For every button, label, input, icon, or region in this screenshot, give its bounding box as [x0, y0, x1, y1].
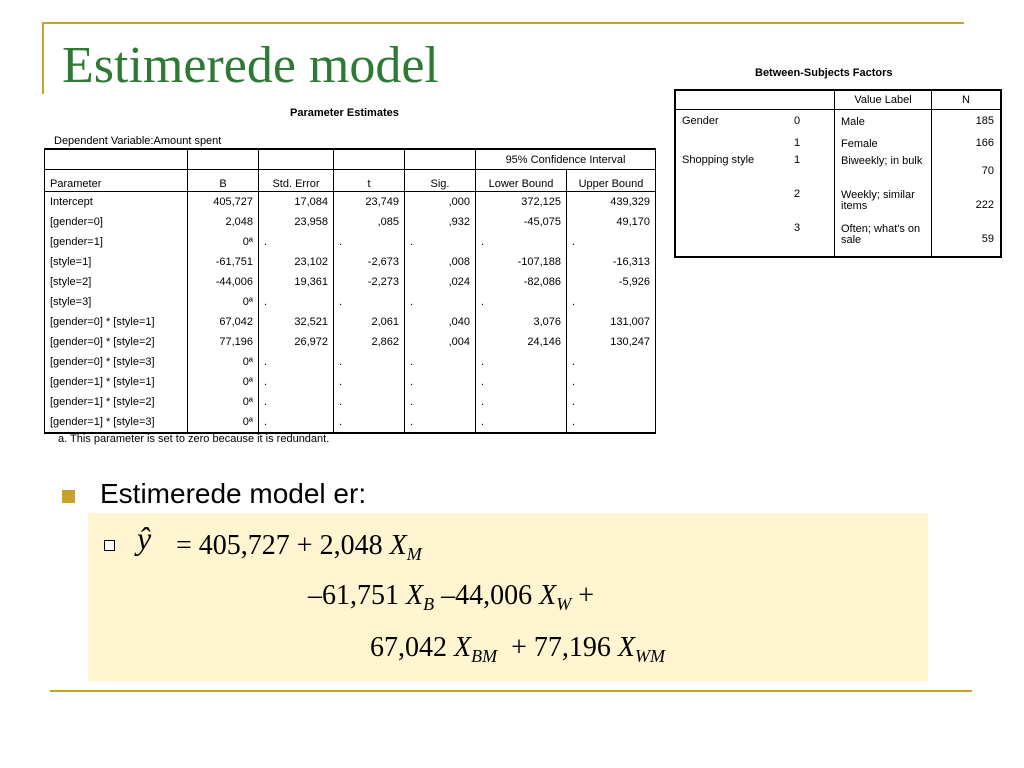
frame-left-rule	[42, 22, 44, 94]
value-cell: ,000	[405, 192, 476, 213]
value-cell: 23,102	[259, 252, 334, 272]
between-subjects-table	[674, 89, 1002, 258]
table-row	[45, 372, 656, 392]
parameter-name-cell: [gender=0] * [style=3]	[45, 352, 188, 372]
table-row	[45, 232, 656, 252]
value-cell: -61,751	[188, 252, 259, 272]
value-cell: ,932	[405, 212, 476, 232]
value-cell: .	[476, 412, 567, 433]
value-cell: .	[259, 352, 334, 372]
value-cell: 26,972	[259, 332, 334, 352]
value-cell: 2,862	[334, 332, 405, 352]
table-row	[45, 192, 656, 213]
value-cell: .	[334, 292, 405, 312]
value-cell: 24,146	[476, 332, 567, 352]
value-cell: 405,727	[188, 192, 259, 213]
value-cell: 49,170	[567, 212, 656, 232]
table-row	[675, 154, 1001, 188]
value-cell: .	[334, 352, 405, 372]
equation-line-2: –61,751 $X_B$ –44,006 $X_W$ +	[308, 580, 595, 614]
value-cell: .	[334, 392, 405, 412]
value-cell: 1	[794, 137, 801, 149]
parameter-name-cell: [gender=0]	[45, 212, 188, 232]
parameter-name-cell: [style=3]	[45, 292, 188, 312]
table-row	[45, 272, 656, 292]
value-cell: .	[405, 372, 476, 392]
factor-cell	[675, 132, 788, 154]
parameter-name-cell: [style=2]	[45, 272, 188, 292]
value-cell: .	[405, 352, 476, 372]
equation-line-3: 67,042 $X_{BM} + 77,196$ $X_{WM}$	[370, 632, 666, 666]
parameter-name-cell: [gender=0] * [style=2]	[45, 332, 188, 352]
table-row	[45, 412, 656, 433]
value-cell: 32,521	[259, 312, 334, 332]
value-cell: -45,075	[476, 212, 567, 232]
value-cell: .	[405, 232, 476, 252]
equation-line-1: = 405,727 + 2,048 $X_M$	[176, 530, 422, 564]
parameter-name-cell: [gender=1] * [style=2]	[45, 392, 188, 412]
table-row	[675, 188, 1001, 222]
value-cell: .	[476, 292, 567, 312]
table-row	[45, 292, 656, 312]
header-parameter: Parameter	[45, 170, 188, 192]
table-row	[45, 332, 656, 352]
value-cell: 23,749	[334, 192, 405, 213]
value-cell: 23,958	[259, 212, 334, 232]
header-n: N	[932, 90, 1002, 110]
y-hat: ŷ	[137, 520, 152, 556]
value-cell: 0	[794, 115, 801, 127]
parameter-name-cell: Intercept	[45, 192, 188, 213]
frame-bottom-rule	[50, 690, 972, 692]
value-cell: 77,196	[188, 332, 259, 352]
header-b: B	[188, 170, 259, 192]
value-cell: 0ª	[188, 392, 259, 412]
frame-top-rule	[42, 22, 964, 24]
between-subjects-title: Between-Subjects Factors	[755, 67, 893, 79]
table-row	[675, 222, 1001, 257]
value-cell: .	[259, 392, 334, 412]
bullet-text: Estimerede model er:	[100, 478, 367, 509]
n-cell: 222	[932, 188, 1002, 222]
table-row	[45, 392, 656, 412]
value-cell: .	[476, 372, 567, 392]
value-cell: 2	[794, 188, 801, 200]
value-cell: .	[259, 232, 334, 252]
value-cell: -2,673	[334, 252, 405, 272]
value-cell: 0ª	[188, 412, 259, 433]
n-cell: 166	[932, 132, 1002, 154]
header-upper-bound: Upper Bound	[567, 170, 656, 192]
header-std-error: Std. Error	[259, 170, 334, 192]
value-cell: ,085	[334, 212, 405, 232]
header-t: t	[334, 170, 405, 192]
dependent-variable-label: Dependent Variable:Amount spent	[54, 135, 222, 147]
value-cell: 0ª	[188, 292, 259, 312]
value-cell: 2,048	[188, 212, 259, 232]
value-cell: 17,084	[259, 192, 334, 213]
value-cell: 19,361	[259, 272, 334, 292]
value-cell: ,004	[405, 332, 476, 352]
table-row	[45, 252, 656, 272]
value-cell: .	[476, 352, 567, 372]
slide-title: Estimerede model	[62, 37, 439, 94]
value-cell: 130,247	[567, 332, 656, 352]
value-cell: ,008	[405, 252, 476, 272]
value-label-cell: Female	[835, 132, 932, 154]
factor-cell	[675, 188, 788, 222]
value-cell: 0ª	[188, 372, 259, 392]
value-label-cell: Biweekly; in bulk	[835, 154, 932, 188]
value-label-cell: Male	[835, 110, 932, 133]
parameter-name-cell: [gender=1] * [style=3]	[45, 412, 188, 433]
table-row	[45, 352, 656, 372]
factor-cell	[675, 222, 788, 257]
value-cell: -16,313	[567, 252, 656, 272]
parameter-name-cell: [gender=1] * [style=1]	[45, 372, 188, 392]
value-cell: .	[567, 232, 656, 252]
factor-cell: Gender	[675, 110, 788, 133]
value-cell: 439,329	[567, 192, 656, 213]
value-cell: .	[567, 352, 656, 372]
bullet-square-icon	[62, 490, 75, 503]
value-cell: .	[567, 292, 656, 312]
footnote: a. This parameter is set to zero because it is redundant.	[58, 433, 330, 445]
n-cell: 70	[932, 154, 1002, 188]
value-cell: -5,926	[567, 272, 656, 292]
value-cell: 0ª	[188, 352, 259, 372]
parameter-estimates-title: Parameter Estimates	[290, 107, 399, 119]
value-cell: .	[567, 372, 656, 392]
value-cell: 372,125	[476, 192, 567, 213]
parameter-name-cell: [gender=1]	[45, 232, 188, 252]
value-cell: 3	[788, 222, 835, 257]
table-row	[45, 312, 656, 332]
value-cell: .	[476, 392, 567, 412]
table-row	[675, 110, 1001, 133]
value-cell: 1	[794, 154, 801, 166]
value-cell: .	[405, 392, 476, 412]
value-cell: .	[567, 392, 656, 412]
value-cell: .	[334, 372, 405, 392]
value-cell: .	[476, 232, 567, 252]
value-label-cell: Often; what's on sale	[835, 222, 932, 257]
value-cell: .	[567, 412, 656, 433]
value-cell: 3,076	[476, 312, 567, 332]
value-cell: .	[405, 292, 476, 312]
value-cell: .	[334, 412, 405, 433]
value-cell: 67,042	[188, 312, 259, 332]
table-row	[45, 212, 656, 232]
ci-header: 95% Confidence Interval	[476, 149, 656, 170]
value-cell: .	[334, 232, 405, 252]
value-cell: 131,007	[567, 312, 656, 332]
value-label-cell: Weekly; similar items	[835, 188, 932, 222]
value-cell: -44,006	[188, 272, 259, 292]
value-cell: .	[405, 412, 476, 433]
value-cell: ,024	[405, 272, 476, 292]
parameter-estimates-table	[44, 148, 656, 434]
value-cell: ,040	[405, 312, 476, 332]
hollow-square-bullet-icon	[104, 540, 115, 551]
factor-cell: Shopping style	[675, 154, 788, 188]
value-cell: 0ª	[188, 232, 259, 252]
parameter-name-cell: [gender=0] * [style=1]	[45, 312, 188, 332]
table-row	[675, 132, 1001, 154]
value-cell: 2,061	[334, 312, 405, 332]
value-cell: .	[259, 292, 334, 312]
n-cell: 185	[932, 110, 1002, 133]
value-cell: -107,188	[476, 252, 567, 272]
parameter-name-cell: [style=1]	[45, 252, 188, 272]
value-cell: -82,086	[476, 272, 567, 292]
header-value-label: Value Label	[835, 90, 932, 110]
header-sig: Sig.	[405, 170, 476, 192]
value-cell: .	[259, 372, 334, 392]
header-lower-bound: Lower Bound	[476, 170, 567, 192]
n-cell: 59	[932, 222, 1002, 257]
value-cell: -2,273	[334, 272, 405, 292]
value-cell: .	[259, 412, 334, 433]
